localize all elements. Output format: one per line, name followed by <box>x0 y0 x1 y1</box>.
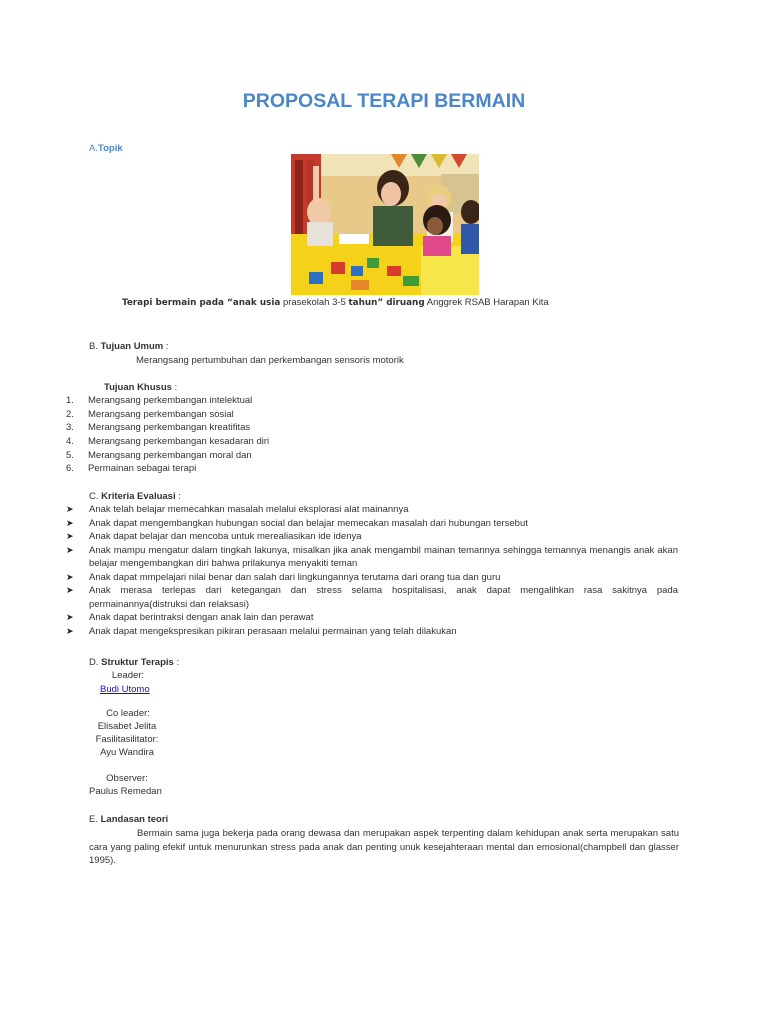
observer-name: Paulus Remedan <box>89 786 162 797</box>
co-leader-name: Elisabet Jelita <box>97 721 157 732</box>
landasan-teori-heading: E. Landasan teori <box>89 814 169 825</box>
caption-part-1: Terapi bermain pada “anak usia <box>122 298 281 308</box>
list-item: 4. Merangsang perkembangan kesadaran diri <box>66 436 270 448</box>
photo-caption <box>122 297 549 308</box>
leader-label: Leader: <box>111 670 145 681</box>
arrow-bullet-icon: ➤ <box>66 625 74 636</box>
list-item: 6. Permainan sebagai terapi <box>66 463 197 475</box>
section-topik-label: Topik <box>97 143 123 154</box>
caption-part-3: tahun” diruang <box>348 298 425 308</box>
arrow-bullet-icon: ➤ <box>66 612 74 622</box>
list-item: ➤ Anak merasa terlepas dari ketegangan dan stress selama hospitalisasi, anak dapat mengalihkan rasa sakitnya pada permainannya(distruksi dan relaksasi) <box>66 585 678 610</box>
co-leader-label: Co leader: <box>106 708 150 719</box>
list-item: ➤ Anak telah belajar memecahkan masalah melalui eksplorasi alat mainannya <box>66 504 409 515</box>
list-item: 1. Merangsang perkembangan intelektual <box>66 395 253 406</box>
caption-part-2: prasekolah 3-5 <box>280 297 346 308</box>
struktur-terapis-heading: D. Struktur Terapis : <box>89 657 180 668</box>
arrow-bullet-icon: ➤ <box>66 531 74 541</box>
tujuan-khusus-heading: Tujuan Khusus : <box>104 382 178 393</box>
fasilitator-label: Fasilitasilitator: <box>95 734 159 745</box>
photo-illustration <box>291 154 479 295</box>
caption-part-4: Anggrek RSAB Harapan Kita <box>424 297 549 308</box>
list-item: 2. Merangsang perkembangan sosial <box>66 408 234 420</box>
fasilitator-name: Ayu Wandira <box>100 747 154 758</box>
kriteria-evaluasi-heading: C. Kriteria Evaluasi : <box>89 491 181 502</box>
list-item: 3. Merangsang perkembangan kreatifitas <box>66 422 251 434</box>
list-item: ➤ Anak dapat mengekspresikan pikiran perasaan melalui permainan yang telah dilakukan <box>66 625 457 637</box>
landasan-teori-text: Bermain sama juga bekerja pada orang dewasa dan merupakan aspek terpenting dalam kehidupan anak serta merupakan satu cara yang paling efekif untuk menurunkan stress pada anak dan penting unuk kesejahteraan mental dan emosional(champbell dan glasser 1995). <box>89 828 679 866</box>
arrow-bullet-icon: ➤ <box>66 544 74 555</box>
list-item: ➤ Anak dapat belajar dan mencoba untuk merealiasikan ide idenya <box>66 531 362 542</box>
list-item: ➤ Anak dapat mengembangkan hubungan social dan belajar memecakan masalah dari hubungan tersebut <box>66 517 528 529</box>
list-item: 5. Merangsang perkembangan moral dan <box>66 449 252 461</box>
arrow-bullet-icon: ➤ <box>66 517 74 528</box>
list-item: ➤ Anak dapat berintraksi dengan anak lain dan perawat <box>66 612 314 623</box>
arrow-bullet-icon: ➤ <box>66 504 74 514</box>
arrow-bullet-icon: ➤ <box>66 585 74 595</box>
tujuan-umum-text: Merangsang pertumbuhan dan perkembangan sensoris motorik <box>136 355 404 366</box>
leader-name-link[interactable]: Budi Utomo <box>100 684 150 695</box>
arrow-bullet-icon: ➤ <box>66 571 74 582</box>
observer-label: Observer: <box>106 773 148 784</box>
list-item: ➤ Anak dapat mmpelajari nilai benar dan salah dari lingkungannya terutama dari orang tua dan guru <box>66 571 501 583</box>
tujuan-umum-heading: B. Tujuan Umum : <box>89 341 169 352</box>
page-title: PROPOSAL TERAPI BERMAIN <box>242 90 526 112</box>
tujuan-khusus-list <box>66 394 666 476</box>
list-item: ➤ Anak mampu mengatur dalam tingkah lakunya, misalkan jika anak mengambil mainan temannya sehingga temannya menangis anak akan belajar mengembangkan diri bahwa prilakunya menyakiti teman <box>66 544 678 569</box>
kriteria-evaluasi-list <box>66 503 678 638</box>
section-topik-prefix: A. <box>89 143 98 154</box>
section-topik-heading <box>89 142 123 156</box>
children-playing-photo <box>291 154 479 295</box>
